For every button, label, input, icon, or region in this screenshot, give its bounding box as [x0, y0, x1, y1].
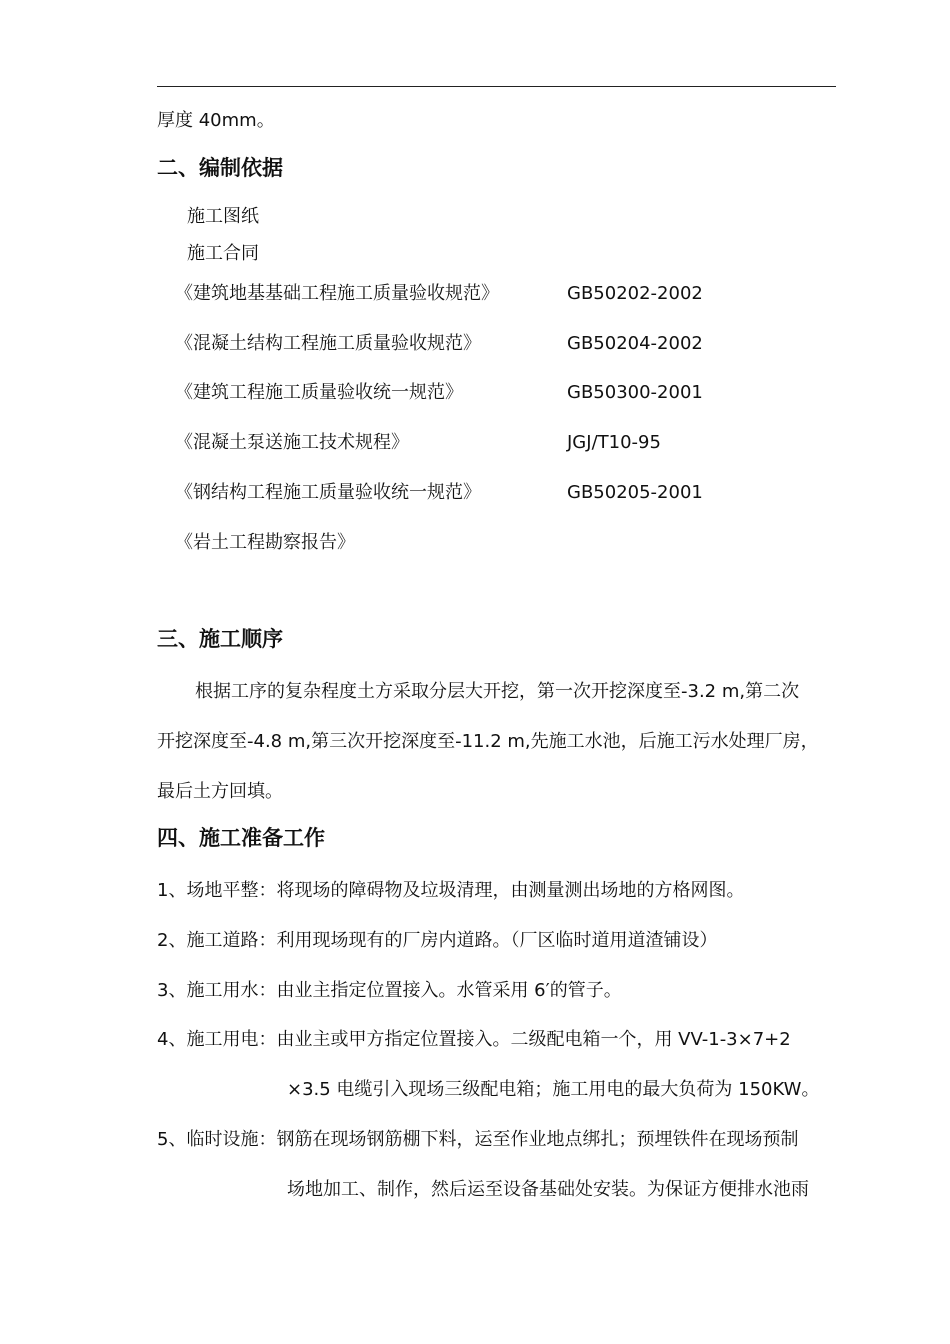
standard-name: 《建筑地基基础工程施工质量验收规范》: [175, 283, 499, 304]
standard-code: JGJ/T10-95: [567, 432, 661, 453]
preparation-line: ×3.5 电缆引入现场三级配电箱；施工用电的最大负荷为 150KW。: [287, 1079, 820, 1100]
basis-item-contract: 施工合同: [187, 243, 259, 264]
standard-code: GB50202-2002: [567, 283, 703, 304]
sequence-line: 根据工序的复杂程度土方采取分层大开挖，第一次开挖深度至-3.2 m,第二次: [195, 681, 800, 702]
standard-name: 《建筑工程施工质量验收统一规范》: [175, 382, 463, 403]
preparation-line: 场地加工、制作，然后运至设备基础处安装。为保证方便排水池雨: [287, 1179, 809, 1200]
standard-name: 《钢结构工程施工质量验收统一规范》: [175, 482, 481, 503]
section-heading-basis: 二、编制依据: [157, 156, 283, 180]
preparation-line: 4、施工用电：由业主或甲方指定位置接入。二级配电箱一个，用 VV-1-3×7+2: [157, 1029, 791, 1050]
standard-name: 《混凝土泵送施工技术规程》: [175, 432, 409, 453]
preparation-line: 3、施工用水：由业主指定位置接入。水管采用 6′的管子。: [157, 980, 622, 1001]
section-heading-sequence: 三、施工顺序: [157, 627, 283, 651]
preparation-line: 2、施工道路：利用现场现有的厂房内道路。（厂区临时道用道渣铺设）: [157, 930, 718, 951]
sequence-line: 最后土方回填。: [157, 781, 283, 802]
paragraph-top: 厚度 40mm。: [157, 110, 275, 131]
standard-name: 《混凝土结构工程施工质量验收规范》: [175, 333, 481, 354]
standard-code: GB50205-2001: [567, 482, 703, 503]
section-heading-preparation: 四、施工准备工作: [157, 826, 325, 850]
standard-code: GB50300-2001: [567, 382, 703, 403]
preparation-line: 1、场地平整：将现场的障碍物及垃圾清理，由测量测出场地的方格网图。: [157, 880, 745, 901]
header-rule: [157, 86, 836, 87]
standard-code: GB50204-2002: [567, 333, 703, 354]
preparation-line: 5、临时设施：钢筋在现场钢筋棚下料，运至作业地点绑扎；预埋铁件在现场预制: [157, 1129, 799, 1150]
standard-name: 《岩土工程勘察报告》: [175, 532, 355, 553]
basis-item-drawings: 施工图纸: [187, 206, 259, 227]
sequence-line: 开挖深度至-4.8 m,第三次开挖深度至-11.2 m,先施工水池，后施工污水处理厂房，: [157, 731, 819, 752]
